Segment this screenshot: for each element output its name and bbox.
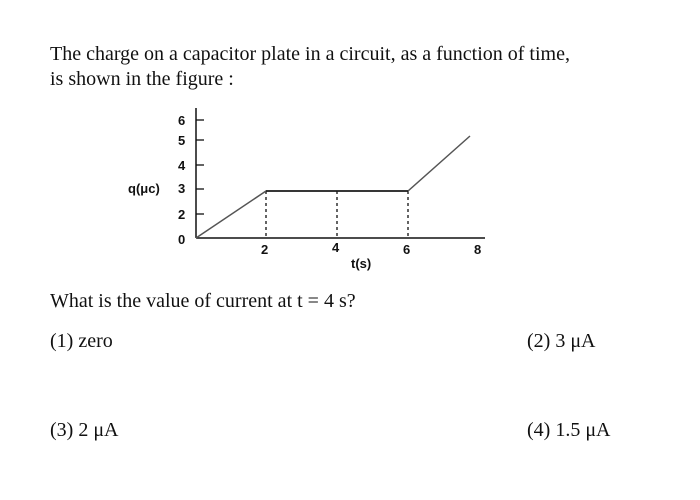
y-ticks [196, 120, 204, 214]
option-4[interactable]: (4) 1.5 μA [527, 419, 611, 441]
y-tick-label-5: 5 [178, 133, 186, 148]
y-tick-label-0: 0 [178, 232, 186, 247]
y-tick-label-3: 3 [178, 181, 186, 196]
x-tick-label-4: 4 [332, 240, 340, 255]
y-tick-label-6: 6 [178, 113, 186, 128]
option-2[interactable]: (2) 3 μA [527, 330, 596, 352]
x-tick-label-2: 2 [261, 242, 269, 257]
question-line-1: The charge on a capacitor plate in a circuit, as a function of time, [50, 43, 570, 65]
option-1[interactable]: (1) zero [50, 330, 113, 352]
y-tick-label-4: 4 [178, 158, 186, 173]
x-tick-label-6: 6 [403, 242, 411, 257]
y-tick-label-2: 2 [178, 207, 186, 222]
question-ask: What is the value of current at t = 4 s? [50, 290, 356, 312]
x-axis-label: t(s) [351, 256, 372, 271]
option-3[interactable]: (3) 2 μA [50, 419, 119, 441]
question-line-2: is shown in the figure : [50, 68, 234, 90]
dashed-guides [266, 191, 408, 238]
charge-curve [196, 136, 470, 238]
y-axis-label: q(μc) [128, 181, 160, 196]
x-tick-label-8: 8 [474, 242, 482, 257]
